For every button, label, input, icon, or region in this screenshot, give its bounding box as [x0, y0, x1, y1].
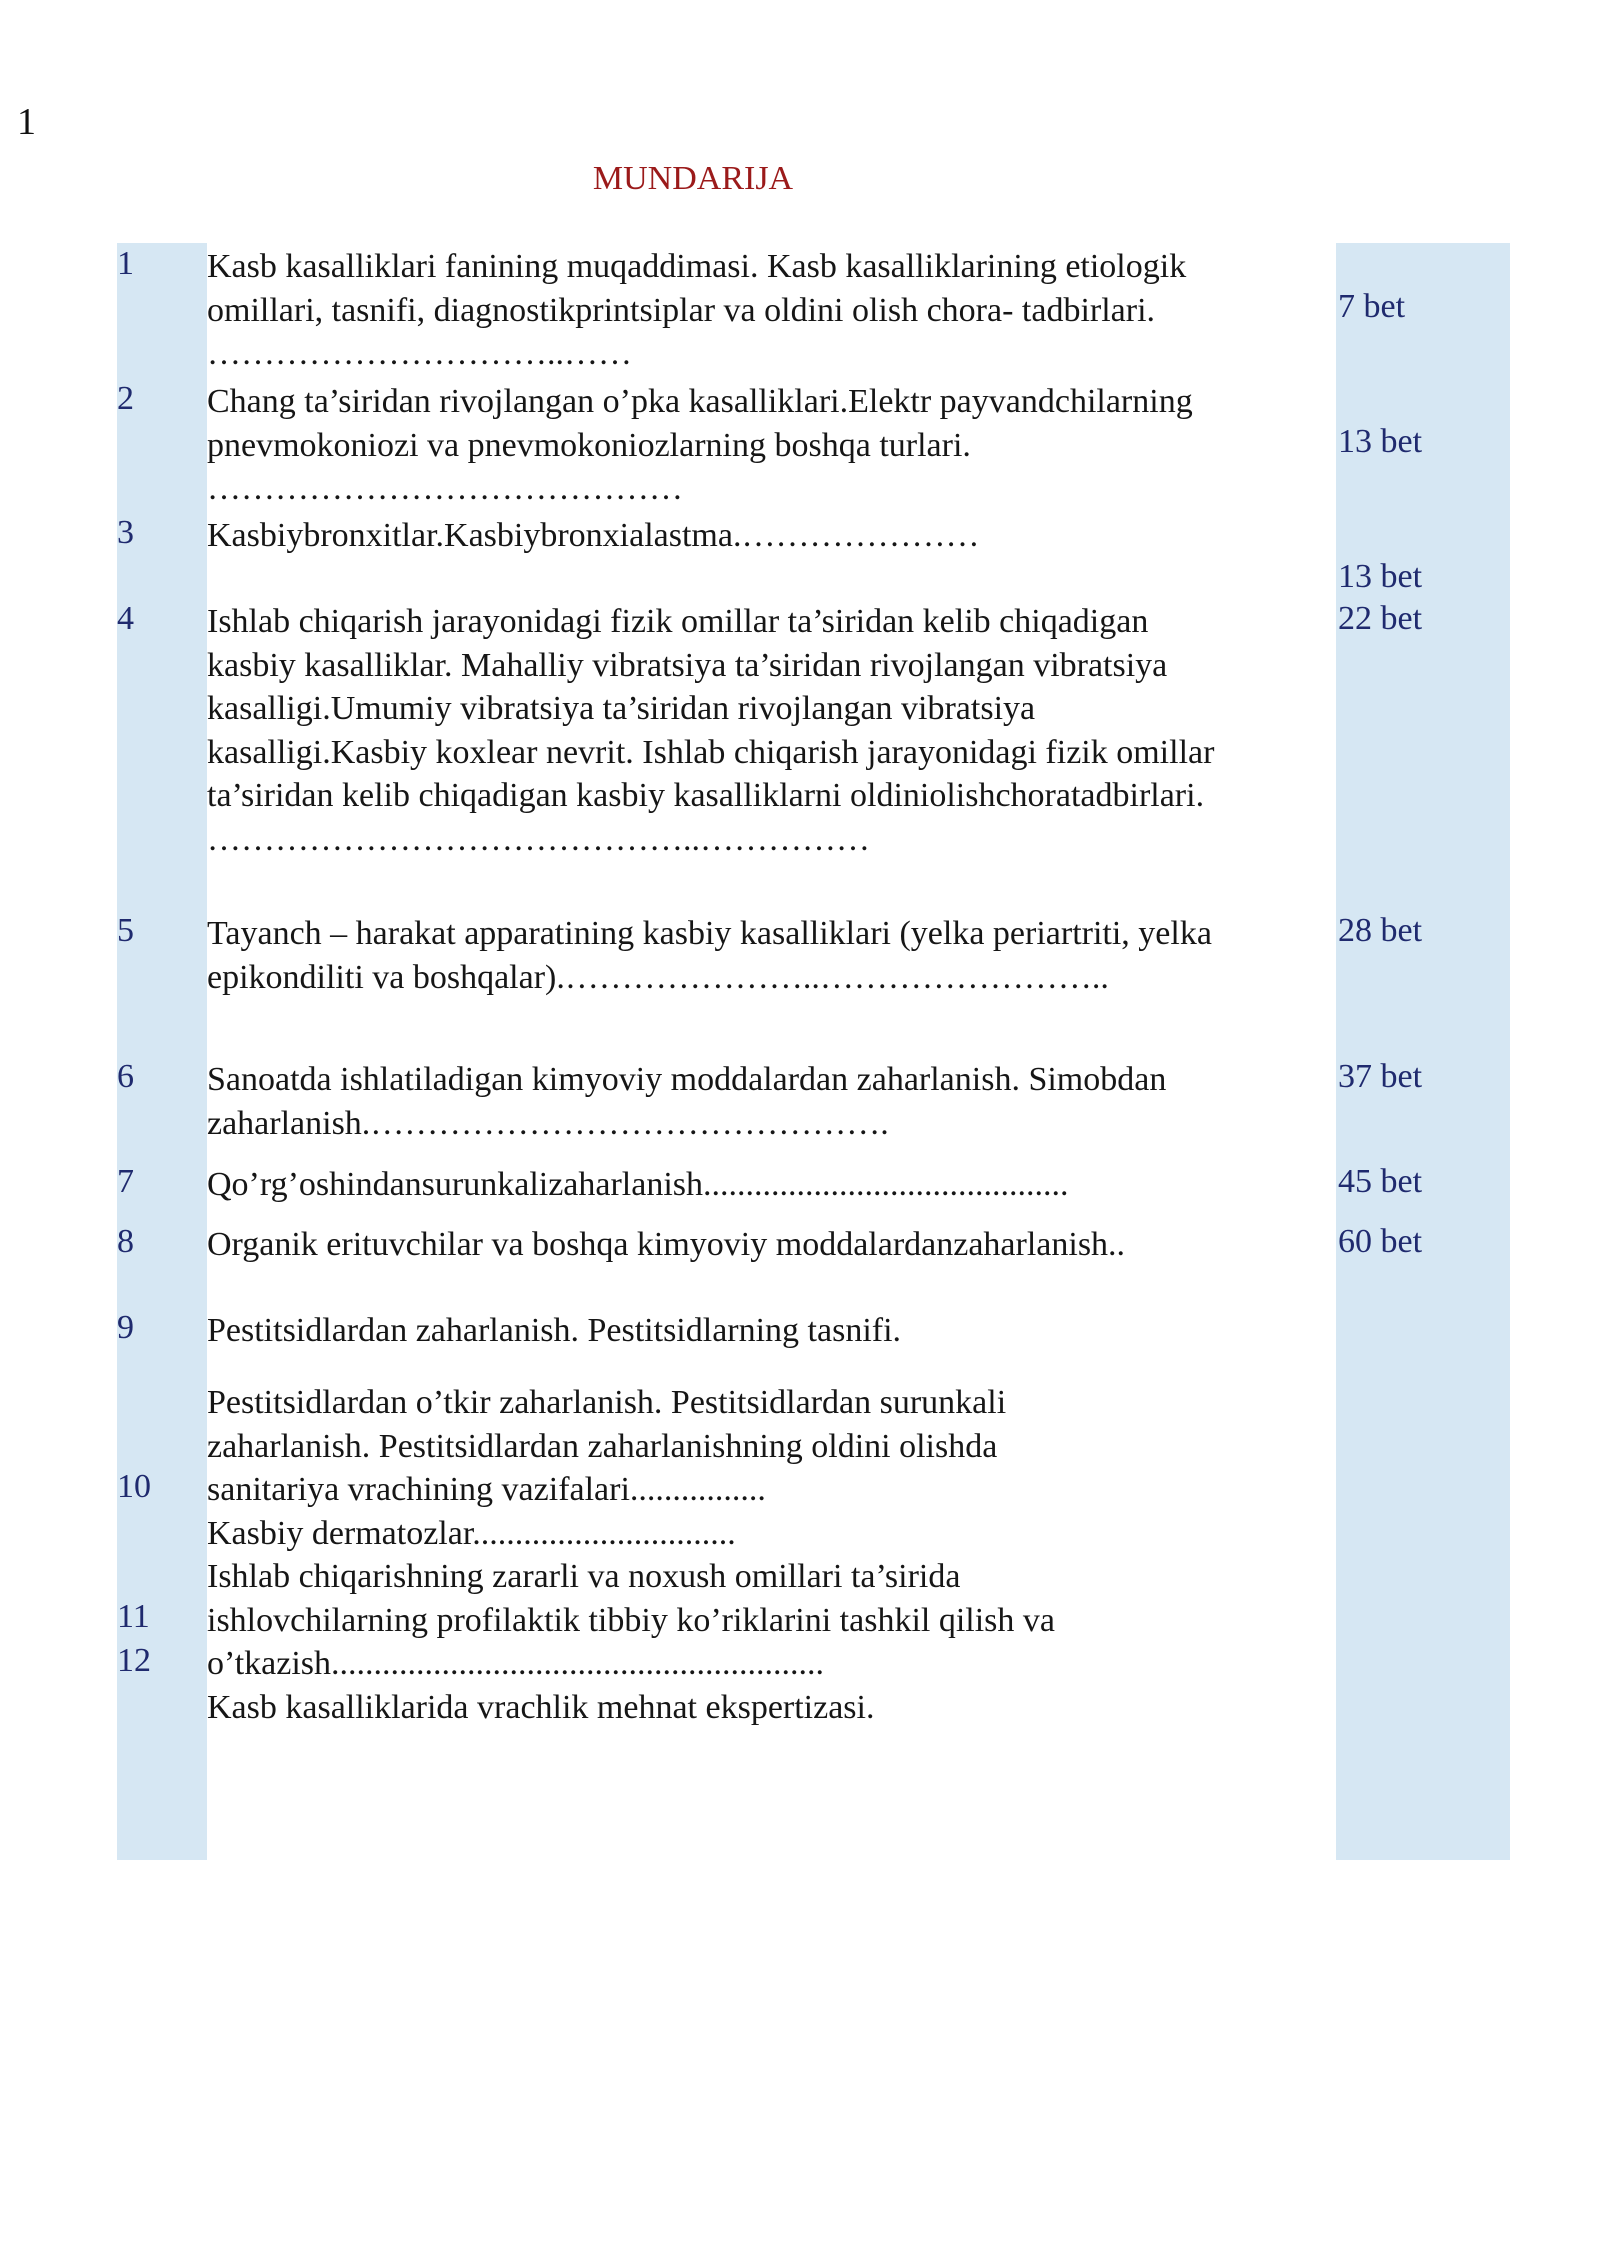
entry-title-line: …………………………………… [207, 470, 683, 507]
page-number: 1 [17, 101, 36, 143]
entry-page: 28 bet [1338, 912, 1423, 949]
entry-page: 22 bet [1338, 600, 1423, 637]
entry-title-line: Pestitsidlardan zaharlanish. Pestitsidlarning tasnifi. [207, 1312, 902, 1349]
entry-title-line: Kasbiy dermatozlar............................... [207, 1514, 736, 1552]
entry-title-line: omillari, tasnifi, diagnostikprintsiplar va oldini olish chora- tadbirlari. [207, 291, 1156, 329]
entry-number: 5 [117, 912, 134, 949]
entry-title-line: pnevmokoniozi va pnevmokoniozlarning boshqa turlari. [207, 426, 971, 464]
entry-title-line: Ishlab chiqarishning zararli va noxush omillari ta’sirida [207, 1558, 961, 1595]
page-title: MUNDARIJA [592, 160, 794, 197]
entry-title-line: Sanoatda ishlatiladigan kimyoviy moddalardan zaharlanish. Simobdan [207, 1061, 1167, 1098]
entry-title-line: kasalligi.Kasbiy koxlear nevrit. Ishlab chiqarish jarayonidagi fizik omillar [207, 733, 1215, 771]
entry-number: 11 [117, 1598, 150, 1635]
entry-title-line: Chang ta’siridan rivojlangan o’pka kasalliklari.Elektr payvandchilarning [207, 383, 1193, 420]
entry-number: 12 [117, 1642, 151, 1679]
entry-page: 7 bet [1338, 288, 1406, 325]
entry-title-line: ta’siridan kelib chiqadigan kasbiy kasalliklarni oldiniolishchoratadbirlari. [207, 777, 1205, 814]
entry-title-line: sanitariya vrachining vazifalari................ [207, 1471, 766, 1508]
entry-number: 1 [117, 245, 134, 282]
entry-title-line: zaharlanish. Pestitsidlardan zaharlanishning oldini olishda [207, 1427, 998, 1465]
entry-title-line: Pestitsidlardan o’tkir zaharlanish. Pestitsidlardan surunkali [207, 1384, 1007, 1421]
entry-title-line: kasbiy kasalliklar. Mahalliy vibratsiya ta’siridan rivojlangan vibratsiya [207, 646, 1168, 684]
entry-page: 60 bet [1338, 1223, 1423, 1260]
entry-title-line: Kasb kasalliklarida vrachlik mehnat ekspertizasi. [207, 1688, 875, 1726]
entry-title-line: …………………………..…… [207, 335, 632, 372]
entry-title-line: zaharlanish.………………………………………. [207, 1104, 889, 1142]
entry-title-line: epikondiliti va boshqalar).…………………..…………………….. [207, 958, 1109, 996]
entry-page: 13 bet [1338, 423, 1423, 460]
entry-title-line: Qo’rg’oshindansurunkalizaharlanish........................................... [207, 1166, 1069, 1203]
entry-number: 9 [117, 1309, 134, 1346]
entry-title-line: o’tkazish.......................................................... [207, 1645, 825, 1682]
entry-number: 10 [117, 1468, 151, 1505]
entry-number: 2 [117, 380, 134, 417]
page-column-shade [1336, 243, 1510, 1860]
entry-title-line: Kasbiybronxitlar.Kasbiybronxialastma.………………… [207, 517, 980, 554]
entry-title-line: kasalligi.Umumiy vibratsiya ta’siridan rivojlangan vibratsiya [207, 690, 1036, 727]
entry-page: 13 bet [1338, 558, 1423, 595]
entry-number: 3 [117, 514, 134, 551]
entry-title-line: Kasb kasalliklari fanining muqaddimasi. Kasb kasalliklarining etiologik [207, 248, 1187, 285]
entry-title-line: Tayanch – harakat apparatining kasbiy kasalliklari (yelka periartriti, yelka [207, 915, 1212, 952]
entry-title-line: Ishlab chiqarish jarayonidagi fizik omillar ta’siridan kelib chiqadigan [207, 603, 1149, 640]
entry-number: 7 [117, 1163, 134, 1200]
entry-number: 8 [117, 1223, 134, 1260]
entry-number: 4 [117, 600, 134, 637]
entry-title-line: Organik erituvchilar va boshqa kimyoviy moddalardanzaharlanish.. [207, 1226, 1126, 1263]
entry-page: 37 bet [1338, 1058, 1423, 1095]
entry-page: 45 bet [1338, 1163, 1423, 1200]
entry-number: 6 [117, 1058, 134, 1095]
entry-title-line: ……………………………………..…………… [207, 820, 870, 858]
entry-title-line: ishlovchilarning profilaktik tibbiy ko’riklarini tashkil qilish va [207, 1601, 1055, 1639]
